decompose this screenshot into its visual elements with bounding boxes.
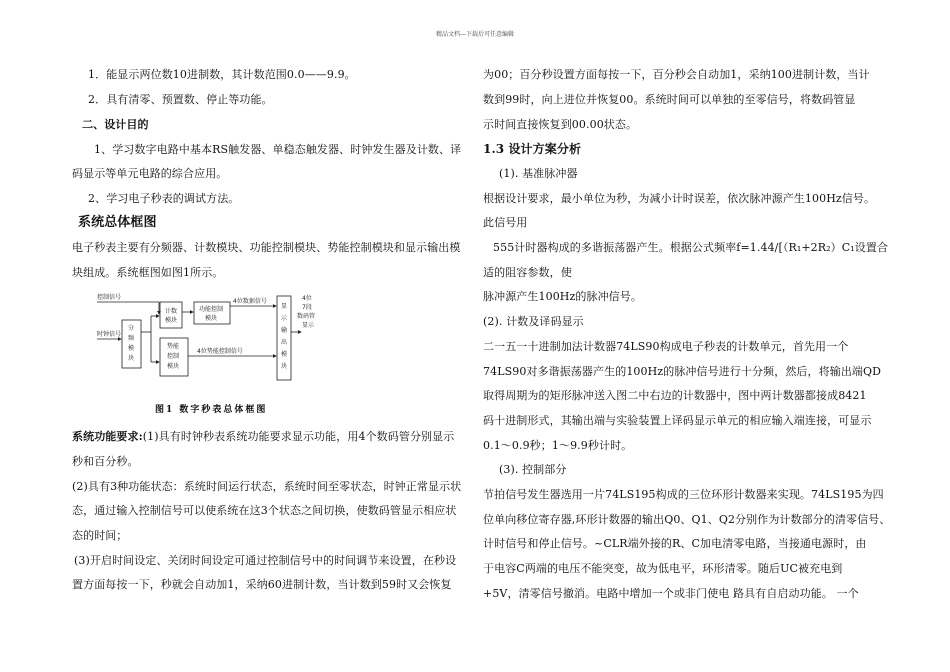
- svg-text:模: 模: [281, 351, 288, 358]
- right-line-3: 示时间直接恢复到00.00状态。: [483, 118, 638, 131]
- svg-text:模: 模: [128, 345, 135, 352]
- section-heading-design-analysis: 1.3 设计方案分析: [483, 142, 582, 156]
- right-line-9: 适的阻容参数，使: [483, 266, 572, 279]
- right-line-16: 0.1～0.9秒；1～9.9秒计时。: [483, 439, 633, 452]
- section-heading-system-diagram: 系统总体框图: [78, 215, 157, 230]
- purpose-1-line-1: 1、学习数字电路中基本RS触发器、单稳态触发器、时钟发生器及计数、译: [94, 143, 462, 156]
- svg-text:显示: 显示: [302, 322, 315, 329]
- right-line-2: 数到99时，向上进位并恢复00。系统时间可以单独的至零信号，将数码管显: [483, 93, 856, 106]
- svg-text:模块: 模块: [205, 315, 218, 322]
- label-potential-4bit: 4位势能控制信号: [197, 348, 243, 355]
- func-req-line-7: 置方面每按一下，秒就会自动加1，采纳60进制计数，当计数到59时又会恢复: [72, 578, 452, 591]
- system-intro-line-2: 块组成。系统框图如图1所示。: [72, 266, 224, 279]
- label-counter: [165, 307, 177, 324]
- counter-box: [160, 302, 182, 328]
- svg-text:4位: 4位: [302, 295, 312, 302]
- label-clock-signal: 时钟信号: [97, 331, 122, 338]
- svg-text:计数: 计数: [165, 308, 178, 315]
- right-line-15: 码十进制形式，其输出端与实验装置上译码显示单元的相应输入端连接，可显示: [483, 414, 872, 427]
- right-line-18: 节拍信号发生器选用一片74LS195构成的三位环形计数器来实现。74LS195为四: [483, 488, 884, 501]
- purpose-1-line-2: 码显示等单元电路的综合应用。: [72, 167, 228, 180]
- label-divider: [128, 324, 135, 362]
- subheading-control: (3). 控制部分: [499, 463, 567, 476]
- svg-text:分: 分: [128, 325, 135, 332]
- subheading-counter-display: (2). 计数及译码显示: [483, 315, 584, 328]
- label-output: [297, 294, 315, 329]
- svg-text:块: 块: [128, 355, 135, 362]
- func-req-text: (1)具有时钟秒表系统功能要求显示功能，用4个数码管分别显示: [142, 430, 455, 443]
- label-data-4bit: 4位数据信号: [233, 298, 267, 305]
- right-line-1: 为00；百分秒设置方面每按一下，百分秒会自动加1，采纳100进制计数，当计: [483, 68, 870, 81]
- right-line-20: 计时信号和停止信号。~CLR端外接的R、C加电清零电路，当接通电源时，由: [483, 537, 867, 550]
- svg-text:出: 出: [281, 339, 288, 346]
- right-line-7: 此信号用: [483, 216, 528, 229]
- svg-text:显: 显: [281, 303, 288, 310]
- system-block-diagram: [95, 292, 325, 417]
- svg-text:功能控制: 功能控制: [199, 306, 224, 313]
- func-req-line-4: 态，通过输入控制信号可以使系统在这3个状态之间切换，使数码管显示相应状: [72, 504, 457, 517]
- svg-text:示: 示: [281, 315, 288, 322]
- page-header: 精品文档---下载后可任意编辑: [435, 31, 515, 38]
- label-control-signal: 控制信号: [97, 294, 122, 301]
- func-req-line-6: (3)开启时间设定、关闭时间设定可通过控制信号中的时间调节来设置，在秒设: [74, 554, 457, 567]
- subheading-pulse-generator: (1). 基准脉冲器: [499, 167, 578, 180]
- svg-text:数码管: 数码管: [297, 313, 316, 320]
- figure-caption: 图1 数字秒表总体框图: [155, 405, 268, 415]
- right-line-13: 74LS90对多谐振荡器产生的100Hz的脉冲信号进行十分频，然后，将输出端QD: [483, 365, 882, 378]
- svg-text:频: 频: [128, 335, 135, 342]
- requirement-1: 1．能显示两位数10进制数，其计数范围0.0——9.9。: [88, 68, 356, 81]
- block-diagram-svg: [95, 292, 325, 390]
- right-line-6: 根据设计要求，最小单位为秒，为减小计时误差，依次脉冲源产生100Hz信号。: [483, 192, 876, 205]
- svg-text:控制: 控制: [167, 353, 180, 360]
- svg-text:7段: 7段: [302, 304, 312, 311]
- func-req-line-3: (2)具有3种功能状态：系统时间运行状态，系统时间至零状态，时钟正常显示状: [72, 480, 462, 493]
- label-display: [281, 302, 288, 370]
- system-intro-line-1: 电子秒表主要有分频器、计数模块、功能控制模块、势能控制模块和显示输出模: [72, 241, 461, 254]
- right-line-8: 555计时器构成的多谐振荡器产生。根据公式频率f=1.44/[（R₁+2R₂）C₁设置合: [493, 241, 889, 254]
- func-req-line-2: 秒和百分秒。: [72, 455, 139, 468]
- right-line-14: 取得周期为的矩形脉冲送入图二中右边的计数器中，图中两计数器都接成8421: [483, 389, 867, 402]
- right-line-12: 二一五一十进制加法计数器74LS90构成电子秒表的计数单元，首先用一个: [483, 340, 849, 353]
- requirement-2: 2．具有清零、预置数、停止等功能。: [88, 93, 273, 106]
- func-req-line-1: [72, 430, 454, 444]
- right-line-22: +5V，清零信号撤消。电路中增加一个或非门使电 路具有自启动功能。 一个: [483, 587, 859, 600]
- right-line-10: 脉冲源产生100Hz的脉冲信号。: [483, 290, 642, 303]
- svg-text:模块: 模块: [165, 317, 178, 324]
- right-line-21: 于电容C两端的电压不能突变，故为低电平，环形清零。随后UC被充电到: [483, 562, 843, 575]
- svg-text:输: 输: [281, 327, 288, 334]
- section-heading-design-purpose: 二、设计目的: [82, 118, 149, 131]
- svg-text:块: 块: [281, 363, 288, 370]
- svg-text:势能: 势能: [167, 343, 180, 350]
- func-req-label: 系统功能要求:: [72, 430, 143, 443]
- func-req-line-5: 态的时间；: [72, 529, 128, 542]
- purpose-2: 2、学习电子秒表的调试方法。: [88, 192, 240, 205]
- right-line-19: 位单向移位寄存器,环形计数器的输出Q0、Q1、Q2分别作为计数部分的清零信号、: [483, 513, 891, 526]
- svg-text:模块: 模块: [167, 363, 180, 370]
- label-potential-ctrl: [167, 342, 179, 370]
- label-func-ctrl: [199, 305, 223, 322]
